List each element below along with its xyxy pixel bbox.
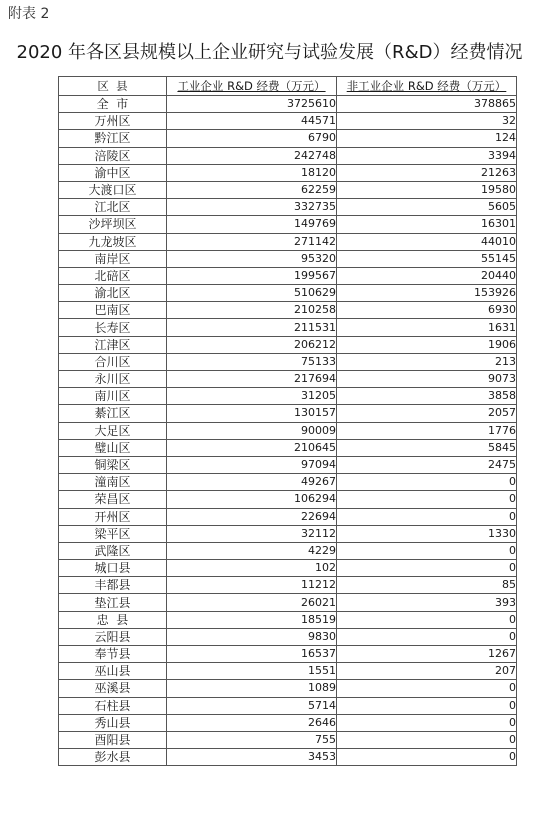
industrial-value-cell: 1551 — [167, 663, 337, 680]
table-row — [59, 560, 517, 577]
region-cell: 渝北区 — [59, 285, 167, 302]
region-cell: 云阳县 — [59, 628, 167, 645]
header-non-industrial — [337, 77, 517, 96]
industrial-value-cell: 510629 — [167, 285, 337, 302]
region-cell: 沙坪坝区 — [59, 216, 167, 233]
non-industrial-value-cell: 5605 — [337, 199, 517, 216]
region-cell: 巫山县 — [59, 663, 167, 680]
region-cell: 彭水县 — [59, 749, 167, 766]
table-row — [59, 371, 517, 388]
table-row — [59, 113, 517, 130]
industrial-value-cell: 90009 — [167, 422, 337, 439]
non-industrial-value-cell: 207 — [337, 663, 517, 680]
non-industrial-value-cell: 0 — [337, 731, 517, 748]
industrial-value-cell: 3453 — [167, 749, 337, 766]
header-industrial — [167, 77, 337, 96]
region-cell: 忠 县 — [59, 611, 167, 628]
region-cell: 巫溪县 — [59, 680, 167, 697]
table-row — [59, 336, 517, 353]
non-industrial-value-cell: 393 — [337, 594, 517, 611]
table-row — [59, 646, 517, 663]
region-cell: 垫江县 — [59, 594, 167, 611]
non-industrial-value-cell: 213 — [337, 353, 517, 370]
table-row — [59, 491, 517, 508]
region-cell: 渝中区 — [59, 164, 167, 181]
table-row — [59, 267, 517, 284]
region-cell: 江北区 — [59, 199, 167, 216]
region-cell: 江津区 — [59, 336, 167, 353]
appendix-label: 附表 2 — [8, 6, 50, 22]
industrial-value-cell: 3725610 — [167, 96, 337, 113]
industrial-value-cell: 18519 — [167, 611, 337, 628]
industrial-value-cell: 130157 — [167, 405, 337, 422]
region-cell: 南川区 — [59, 388, 167, 405]
industrial-value-cell: 332735 — [167, 199, 337, 216]
industrial-value-cell: 149769 — [167, 216, 337, 233]
industrial-value-cell: 16537 — [167, 646, 337, 663]
non-industrial-value-cell: 19580 — [337, 181, 517, 198]
region-cell: 黔江区 — [59, 130, 167, 147]
industrial-value-cell: 211531 — [167, 319, 337, 336]
industrial-value-cell: 217694 — [167, 371, 337, 388]
table-row — [59, 405, 517, 422]
header-region: 区 县 — [59, 77, 167, 96]
region-cell: 南岸区 — [59, 250, 167, 267]
table-row — [59, 474, 517, 491]
table-row — [59, 456, 517, 473]
non-industrial-value-cell: 3858 — [337, 388, 517, 405]
non-industrial-value-cell: 5845 — [337, 439, 517, 456]
non-industrial-value-cell: 0 — [337, 628, 517, 645]
industrial-value-cell: 106294 — [167, 491, 337, 508]
table-row — [59, 353, 517, 370]
page-title: 2020 年各区县规模以上企业研究与试验发展（R&D）经费情况 — [16, 42, 523, 63]
industrial-value-cell: 271142 — [167, 233, 337, 250]
region-cell: 石柱县 — [59, 697, 167, 714]
table-row — [59, 628, 517, 645]
region-cell: 九龙坡区 — [59, 233, 167, 250]
table-row — [59, 731, 517, 748]
table-row — [59, 233, 517, 250]
industrial-value-cell: 11212 — [167, 577, 337, 594]
table-row — [59, 594, 517, 611]
header-industrial-label: 工业企业 R&D 经费（万元） — [177, 79, 326, 93]
region-cell: 大渡口区 — [59, 181, 167, 198]
table-row — [59, 577, 517, 594]
region-cell: 长寿区 — [59, 319, 167, 336]
table-row — [59, 388, 517, 405]
industrial-value-cell: 6790 — [167, 130, 337, 147]
table-row — [59, 285, 517, 302]
non-industrial-value-cell: 21263 — [337, 164, 517, 181]
industrial-value-cell: 755 — [167, 731, 337, 748]
industrial-value-cell: 1089 — [167, 680, 337, 697]
non-industrial-value-cell: 0 — [337, 714, 517, 731]
region-cell: 潼南区 — [59, 474, 167, 491]
non-industrial-value-cell: 1906 — [337, 336, 517, 353]
non-industrial-value-cell: 2475 — [337, 456, 517, 473]
table-row — [59, 439, 517, 456]
region-cell: 涪陵区 — [59, 147, 167, 164]
table-header-row — [59, 77, 517, 96]
region-cell: 丰都县 — [59, 577, 167, 594]
region-cell: 荣昌区 — [59, 491, 167, 508]
table-row — [59, 130, 517, 147]
table-row — [59, 216, 517, 233]
non-industrial-value-cell: 20440 — [337, 267, 517, 284]
industrial-value-cell: 102 — [167, 560, 337, 577]
table-row — [59, 714, 517, 731]
region-cell: 武隆区 — [59, 542, 167, 559]
industrial-value-cell: 75133 — [167, 353, 337, 370]
non-industrial-value-cell: 3394 — [337, 147, 517, 164]
table-row — [59, 749, 517, 766]
industrial-value-cell: 62259 — [167, 181, 337, 198]
industrial-value-cell: 97094 — [167, 456, 337, 473]
table-row — [59, 164, 517, 181]
region-cell: 璧山区 — [59, 439, 167, 456]
non-industrial-value-cell: 2057 — [337, 405, 517, 422]
table-row — [59, 319, 517, 336]
table-row — [59, 147, 517, 164]
non-industrial-value-cell: 16301 — [337, 216, 517, 233]
industrial-value-cell: 206212 — [167, 336, 337, 353]
industrial-value-cell: 199567 — [167, 267, 337, 284]
table-row — [59, 542, 517, 559]
table-row — [59, 508, 517, 525]
region-cell: 开州区 — [59, 508, 167, 525]
non-industrial-value-cell: 1776 — [337, 422, 517, 439]
industrial-value-cell: 5714 — [167, 697, 337, 714]
industrial-value-cell: 18120 — [167, 164, 337, 181]
non-industrial-value-cell: 0 — [337, 680, 517, 697]
non-industrial-value-cell: 153926 — [337, 285, 517, 302]
non-industrial-value-cell: 1330 — [337, 525, 517, 542]
table-row — [59, 697, 517, 714]
non-industrial-value-cell: 0 — [337, 491, 517, 508]
non-industrial-value-cell: 0 — [337, 474, 517, 491]
region-cell: 綦江区 — [59, 405, 167, 422]
industrial-value-cell: 2646 — [167, 714, 337, 731]
table-row — [59, 250, 517, 267]
industrial-value-cell: 210645 — [167, 439, 337, 456]
region-cell: 城口县 — [59, 560, 167, 577]
table-row — [59, 199, 517, 216]
region-cell: 酉阳县 — [59, 731, 167, 748]
non-industrial-value-cell: 44010 — [337, 233, 517, 250]
non-industrial-value-cell: 55145 — [337, 250, 517, 267]
region-cell: 秀山县 — [59, 714, 167, 731]
region-cell: 铜梁区 — [59, 456, 167, 473]
table-row — [59, 181, 517, 198]
region-cell: 合川区 — [59, 353, 167, 370]
region-cell: 北碚区 — [59, 267, 167, 284]
non-industrial-value-cell: 124 — [337, 130, 517, 147]
table-row — [59, 663, 517, 680]
non-industrial-value-cell: 0 — [337, 611, 517, 628]
non-industrial-value-cell: 0 — [337, 560, 517, 577]
table-body — [59, 96, 517, 766]
header-non-industrial-label: 非工业企业 R&D 经费（万元） — [346, 79, 507, 93]
region-cell: 全 市 — [59, 96, 167, 113]
industrial-value-cell: 49267 — [167, 474, 337, 491]
table-row — [59, 422, 517, 439]
industrial-value-cell: 242748 — [167, 147, 337, 164]
table-row — [59, 96, 517, 113]
table-row — [59, 680, 517, 697]
industrial-value-cell: 31205 — [167, 388, 337, 405]
non-industrial-value-cell: 0 — [337, 508, 517, 525]
industrial-value-cell: 95320 — [167, 250, 337, 267]
region-cell: 万州区 — [59, 113, 167, 130]
rd-expenditure-table — [58, 76, 517, 766]
non-industrial-value-cell: 85 — [337, 577, 517, 594]
non-industrial-value-cell: 32 — [337, 113, 517, 130]
region-cell: 大足区 — [59, 422, 167, 439]
non-industrial-value-cell: 9073 — [337, 371, 517, 388]
industrial-value-cell: 9830 — [167, 628, 337, 645]
non-industrial-value-cell: 0 — [337, 697, 517, 714]
industrial-value-cell: 32112 — [167, 525, 337, 542]
non-industrial-value-cell: 1267 — [337, 646, 517, 663]
non-industrial-value-cell: 1631 — [337, 319, 517, 336]
industrial-value-cell: 210258 — [167, 302, 337, 319]
industrial-value-cell: 44571 — [167, 113, 337, 130]
region-cell: 梁平区 — [59, 525, 167, 542]
region-cell: 巴南区 — [59, 302, 167, 319]
table-row — [59, 611, 517, 628]
table-row — [59, 525, 517, 542]
non-industrial-value-cell: 6930 — [337, 302, 517, 319]
non-industrial-value-cell: 0 — [337, 542, 517, 559]
industrial-value-cell: 22694 — [167, 508, 337, 525]
industrial-value-cell: 4229 — [167, 542, 337, 559]
non-industrial-value-cell: 378865 — [337, 96, 517, 113]
region-cell: 奉节县 — [59, 646, 167, 663]
non-industrial-value-cell: 0 — [337, 749, 517, 766]
table-row — [59, 302, 517, 319]
industrial-value-cell: 26021 — [167, 594, 337, 611]
region-cell: 永川区 — [59, 371, 167, 388]
